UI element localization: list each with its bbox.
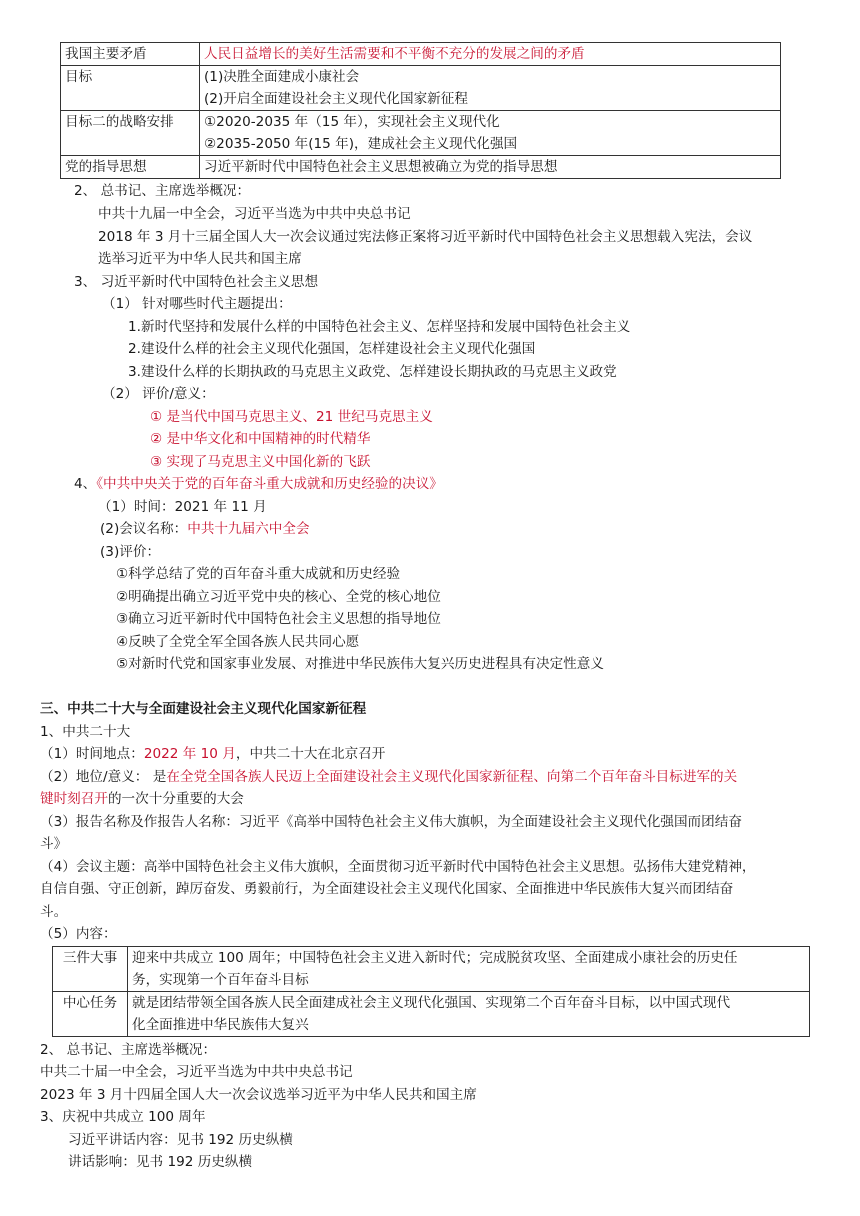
time-label: （1）时间地点： bbox=[40, 746, 144, 762]
paragraph-line: （1）时间：2021 年 11 月 bbox=[98, 499, 267, 515]
row-value bbox=[128, 992, 810, 1037]
row-line: 化全面推进中华民族伟大复兴 bbox=[132, 1017, 309, 1033]
list-item: ⑤对新时代党和国家事业发展、对推进中华民族伟大复兴历史进程具有决定性意义 bbox=[116, 656, 604, 672]
list-item: ③确立习近平新时代中国特色社会主义思想的指导地位 bbox=[116, 611, 441, 627]
paragraph-line: 讲话影响：见书 192 历史纵横 bbox=[68, 1154, 253, 1170]
row-value: 习近平新时代中国特色社会主义思想被确立为党的指导思想 bbox=[200, 156, 781, 179]
row-label: 目标二的战略安排 bbox=[61, 111, 200, 156]
paragraph-line bbox=[100, 518, 310, 540]
status-rest: 的一次十分重要的大会 bbox=[107, 791, 244, 807]
part-heading: 三、中共二十大与全面建设社会主义现代化国家新征程 bbox=[40, 701, 367, 717]
row-label: 我国主要矛盾 bbox=[61, 43, 200, 66]
meeting-value: 中共十九届六中全会 bbox=[187, 521, 310, 537]
row-line: (2)开启全面建设社会主义现代化国家新征程 bbox=[204, 91, 468, 107]
section-title: 3、 习近平新时代中国特色社会主义思想 bbox=[74, 274, 319, 290]
paragraph-line: 斗。 bbox=[40, 904, 68, 920]
row-line: 就是团结带领全国各族人民全面建成社会主义现代化强国、实现第二个百年奋斗目标，以中国式现代 bbox=[132, 995, 731, 1011]
subsection-title: （2） 评价/意义： bbox=[102, 386, 215, 402]
paragraph-line: (3)评价： bbox=[100, 544, 161, 560]
paragraph-line bbox=[40, 766, 737, 788]
row-label: 目标 bbox=[61, 66, 200, 111]
paragraph-line: 中共二十届一中全会，习近平当选为中共中央总书记 bbox=[40, 1064, 353, 1080]
paragraph-line: 习近平讲话内容：见书 192 历史纵横 bbox=[68, 1132, 293, 1148]
row-line: (1)决胜全面建成小康社会 bbox=[204, 69, 360, 85]
table-row bbox=[61, 111, 781, 156]
row-value: 人民日益增长的美好生活需要和不平衡不充分的发展之间的矛盾 bbox=[200, 43, 781, 66]
paragraph-line bbox=[40, 788, 244, 810]
row-value bbox=[128, 947, 810, 992]
section-number: 4、 bbox=[74, 476, 97, 492]
list-item: 2.建设什么样的社会主义现代化强国，怎样建设社会主义现代化强国 bbox=[128, 341, 536, 357]
status-value: 在全党全国各族人民迈上全面建设社会主义现代化国家新征程、向第二个百年奋斗目标进军的关 bbox=[166, 769, 738, 785]
list-item: ① 是当代中国马克思主义、21 世纪马克思主义 bbox=[150, 409, 433, 425]
row-line: ②2035-2050 年(15 年)，建成社会主义现代化强国 bbox=[204, 136, 518, 152]
list-item: ② 是中华文化和中国精神的时代精华 bbox=[150, 431, 371, 447]
table-row bbox=[61, 156, 781, 179]
paragraph-line: 斗》 bbox=[40, 836, 68, 852]
table-row bbox=[61, 66, 781, 111]
paragraph-line: （5）内容： bbox=[40, 926, 117, 942]
paragraph-line: 选举习近平为中华人民共和国主席 bbox=[98, 251, 302, 267]
list-item: ③ 实现了马克思主义中国化新的飞跃 bbox=[150, 454, 371, 470]
status-value: 键时刻召开 bbox=[40, 791, 108, 807]
paragraph-line: （4）会议主题：高举中国特色社会主义伟大旗帜，全面贯彻习近平新时代中国特色社会主义思想。弘扬伟大建党精神， bbox=[40, 859, 756, 875]
table-row bbox=[53, 947, 810, 992]
paragraph-line: 2023 年 3 月十四届全国人大一次会议选举习近平为中华人民共和国主席 bbox=[40, 1087, 477, 1103]
paragraph-line: （3）报告名称及作报告人名称：习近平《高举中国特色社会主义伟大旗帜，为全面建设社会主义现代化强国而团结奋 bbox=[40, 814, 742, 830]
row-label: 党的指导思想 bbox=[61, 156, 200, 179]
section-title: 2、 总书记、主席选举概况： bbox=[40, 1042, 217, 1058]
row-line: ①2020-2035 年（15 年），实现社会主义现代化 bbox=[204, 114, 500, 130]
section-title: 1、中共二十大 bbox=[40, 724, 131, 740]
section-title: 3、庆祝中共成立 100 周年 bbox=[40, 1109, 206, 1125]
row-line: 迎来中共成立 100 周年；中国特色社会主义进入新时代；完成脱贫攻坚、全面建成小康社会的历史任 bbox=[132, 950, 738, 966]
table-row bbox=[53, 992, 810, 1037]
row-label: 中心任务 bbox=[53, 992, 128, 1037]
paragraph-line bbox=[40, 743, 385, 765]
list-item: ④反映了全党全军全国各族人民共同心愿 bbox=[116, 634, 360, 650]
list-item: ②明确提出确立习近平党中央的核心、全党的核心地位 bbox=[116, 589, 441, 605]
list-item: 1.新时代坚持和发展什么样的中国特色社会主义、怎样坚持和发展中国特色社会主义 bbox=[128, 319, 631, 335]
paragraph-line: 中共十九届一中全会，习近平当选为中共中央总书记 bbox=[98, 206, 411, 222]
status-label: （2）地位/意义： 是 bbox=[40, 769, 167, 785]
subsection-title: （1） 针对哪些时代主题提出： bbox=[102, 296, 292, 312]
list-item: ①科学总结了党的百年奋斗重大成就和历史经验 bbox=[116, 566, 401, 582]
time-rest: ，中共二十大在北京召开 bbox=[235, 746, 386, 762]
summary-table bbox=[60, 42, 781, 179]
time-value: 2022 年 10 月 bbox=[143, 746, 236, 762]
paragraph-line: 2018 年 3 月十三届全国人大一次会议通过宪法修正案将习近平新时代中国特色社会主义思想载入宪法，会议 bbox=[98, 229, 753, 245]
section-title bbox=[74, 473, 443, 495]
row-label: 三件大事 bbox=[53, 947, 128, 992]
row-value bbox=[200, 111, 781, 156]
content-table bbox=[52, 946, 810, 1037]
row-value bbox=[200, 66, 781, 111]
section-title: 2、 总书记、主席选举概况： bbox=[74, 183, 251, 199]
resolution-title: 《中共中央关于党的百年奋斗重大成就和历史经验的决议》 bbox=[96, 476, 443, 492]
meeting-label: (2)会议名称： bbox=[100, 521, 188, 537]
list-item: 3.建设什么样的长期执政的马克思主义政党、怎样建设长期执政的马克思主义政党 bbox=[128, 364, 617, 380]
table-row bbox=[61, 43, 781, 66]
paragraph-line: 自信自强、守正创新，踔厉奋发、勇毅前行，为全面建设社会主义现代化国家、全面推进中华民族伟大复兴而团结奋 bbox=[40, 881, 734, 897]
row-line: 务，实现第一个百年奋斗目标 bbox=[132, 972, 309, 988]
